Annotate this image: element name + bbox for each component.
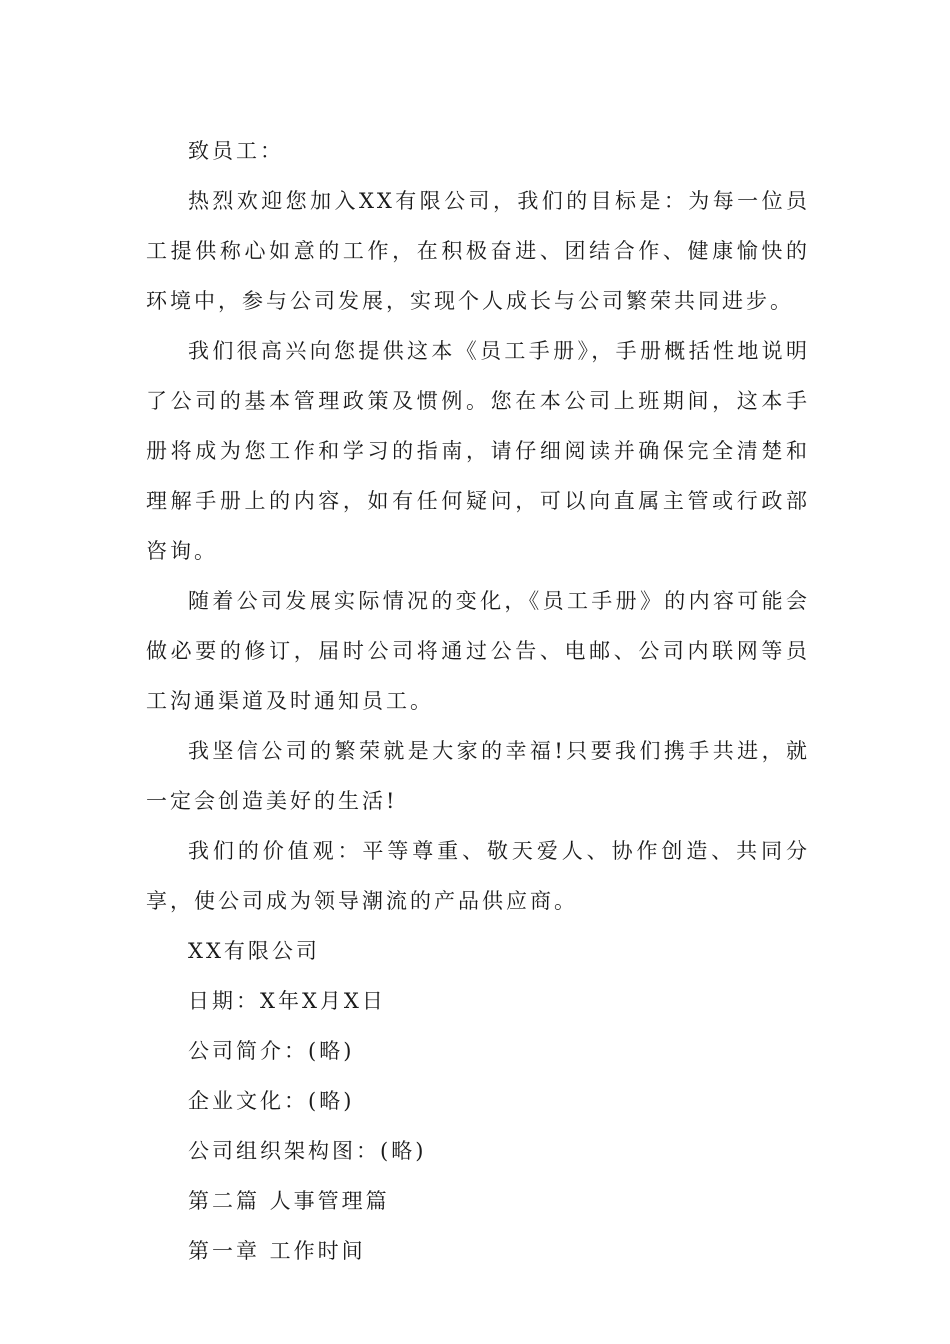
company-intro: 公司简介：(略) [188,1039,355,1063]
chapter-title: 第一章 工作时间 [188,1239,366,1263]
corporate-culture: 企业文化：(略) [188,1089,355,1113]
greeting: 致员工： [188,139,284,163]
paragraph-welcome: 热烈欢迎您加入XX有限公司，我们的目标是：为每一位员工提供称心如意的工作，在积极奋进、团结合作、健康愉快的环境中，参与公司发展，实现个人成长与公司繁荣共同进步。 [146,189,810,313]
paragraph-values: 我们的价值观：平等尊重、敬天爱人、协作创造、共同分享，使公司成为领导潮流的产品供应商。 [146,839,810,913]
org-chart: 公司组织架构图：(略) [188,1139,427,1163]
document-body [146,126,810,1276]
paragraph-revisions: 随着公司发展实际情况的变化，《员工手册》的内容可能会做必要的修订，届时公司将通过公告、电邮、公司内联网等员工沟通渠道及时通知员工。 [146,589,810,713]
part-title: 第二篇 人事管理篇 [188,1189,390,1213]
paragraph-belief: 我坚信公司的繁荣就是大家的幸福!只要我们携手共进，就一定会创造美好的生活! [146,739,810,813]
signature-company: XX有限公司 [188,939,320,963]
paragraph-handbook-intro: 我们很高兴向您提供这本《员工手册》，手册概括性地说明了公司的基本管理政策及惯例。您在本公司上班期间，这本手册将成为您工作和学习的指南，请仔细阅读并确保完全清楚和理解手册上的内容，如有任何疑问，可以向直属主管或行政部咨询。 [146,339,810,563]
signature-date: 日期：X年X月X日 [188,989,386,1013]
